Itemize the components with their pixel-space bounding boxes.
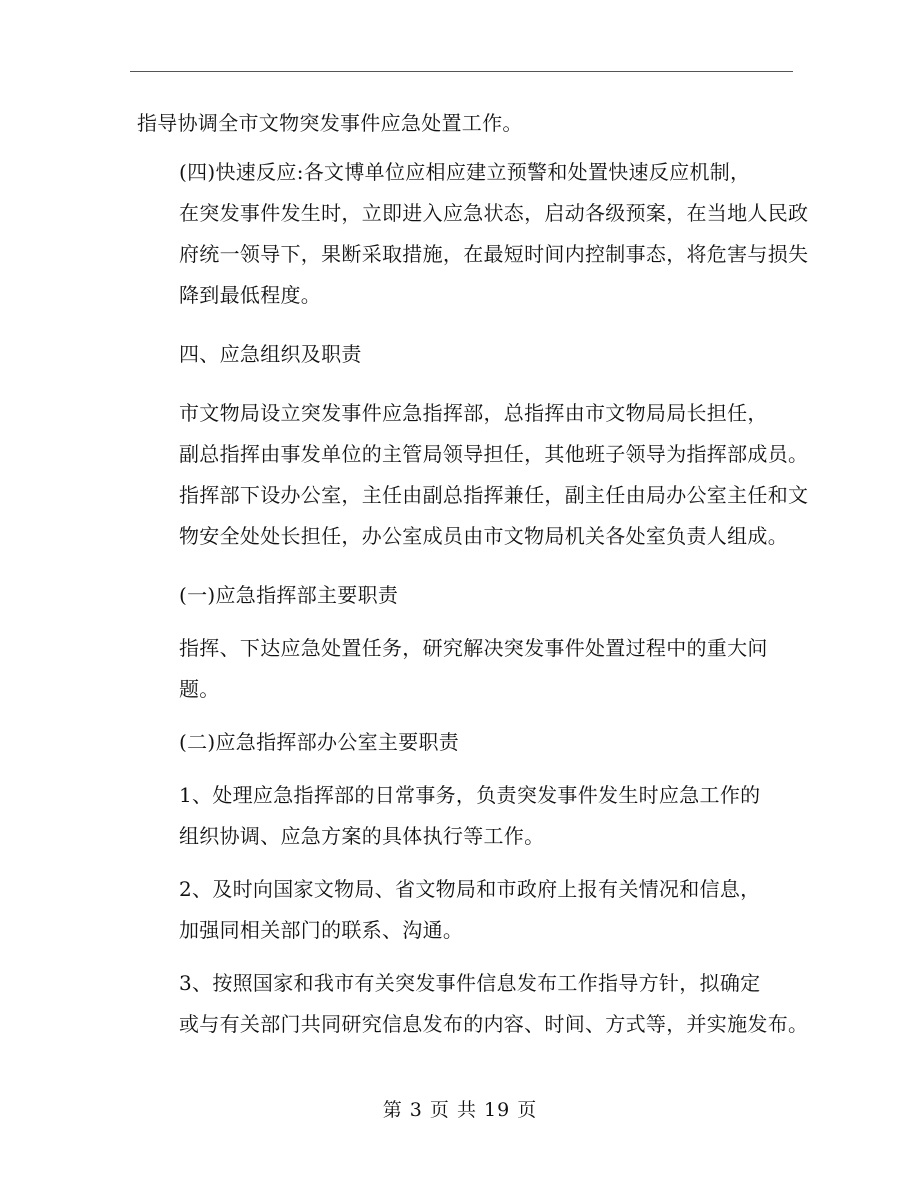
subheading-office-duties <box>137 722 797 763</box>
paragraph-rapid-response <box>137 152 809 316</box>
text-line: 在突发事件发生时，立即进入应急状态，启动各级预案，在当地人民政 <box>179 201 809 225</box>
text-line: 降到最低程度。 <box>179 283 322 307</box>
text-line: 指挥部下设办公室，主任由副总指挥兼任，副主任由局办公室主任和文 <box>179 483 809 507</box>
paragraph-duty-1 <box>137 775 797 857</box>
text-line: 或与有关部门共同研究信息发布的内容、时间、方式等，并实施发布。 <box>179 1012 809 1036</box>
text-line: 四、应急组织及职责 <box>179 342 362 366</box>
text-line: 组织协调、应急方案的具体执行等工作。 <box>179 824 545 848</box>
text-line: 题。 <box>179 677 220 701</box>
text-line: 副总指挥由事发单位的主管局领导担任，其他班子领导为指挥部成员。 <box>179 442 809 466</box>
paragraph-command-structure <box>137 393 809 557</box>
text-line: (四)快速反应:各文博单位应相应建立预警和处置快速反应机制， <box>179 160 751 184</box>
text-line: 物安全处处长担任，办公室成员由市文物局机关各处室负责人组成。 <box>179 524 788 548</box>
paragraph-command-duties <box>137 628 797 710</box>
paragraph-continuation <box>137 103 797 144</box>
text-line: 3、按照国家和我市有关突发事件信息发布工作指导方针，拟确定 <box>179 971 761 995</box>
text-line: 加强同相关部门的联系、沟通。 <box>179 918 464 942</box>
text-line: 府统一领导下，果断采取措施，在最短时间内控制事态，将危害与损失 <box>179 242 809 266</box>
paragraph-duty-2 <box>137 869 797 951</box>
text-line: 2、及时向国家文物局、省文物局和市政府上报有关情况和信息， <box>179 877 761 901</box>
text-line: (一)应急指挥部主要职责 <box>179 583 399 607</box>
paragraph-duty-3 <box>137 963 809 1045</box>
header-rule <box>130 71 793 72</box>
subheading-command-duties <box>137 575 797 616</box>
text-line: 1、处理应急指挥部的日常事务，负责突发事件发生时应急工作的 <box>179 783 761 807</box>
document-body <box>137 103 809 1045</box>
section-heading-organization <box>137 334 797 375</box>
page-number: 第 3 页 共 19 页 <box>382 1099 538 1121</box>
text-line: (二)应急指挥部办公室主要职责 <box>179 730 460 754</box>
text-line: 市文物局设立突发事件应急指挥部，总指挥由市文物局局长担任， <box>179 401 768 425</box>
text-line: 指导协调全市文物突发事件应急处置工作。 <box>137 111 523 135</box>
text-line: 指挥、下达应急处置任务，研究解决突发事件处置过程中的重大问 <box>179 636 768 660</box>
